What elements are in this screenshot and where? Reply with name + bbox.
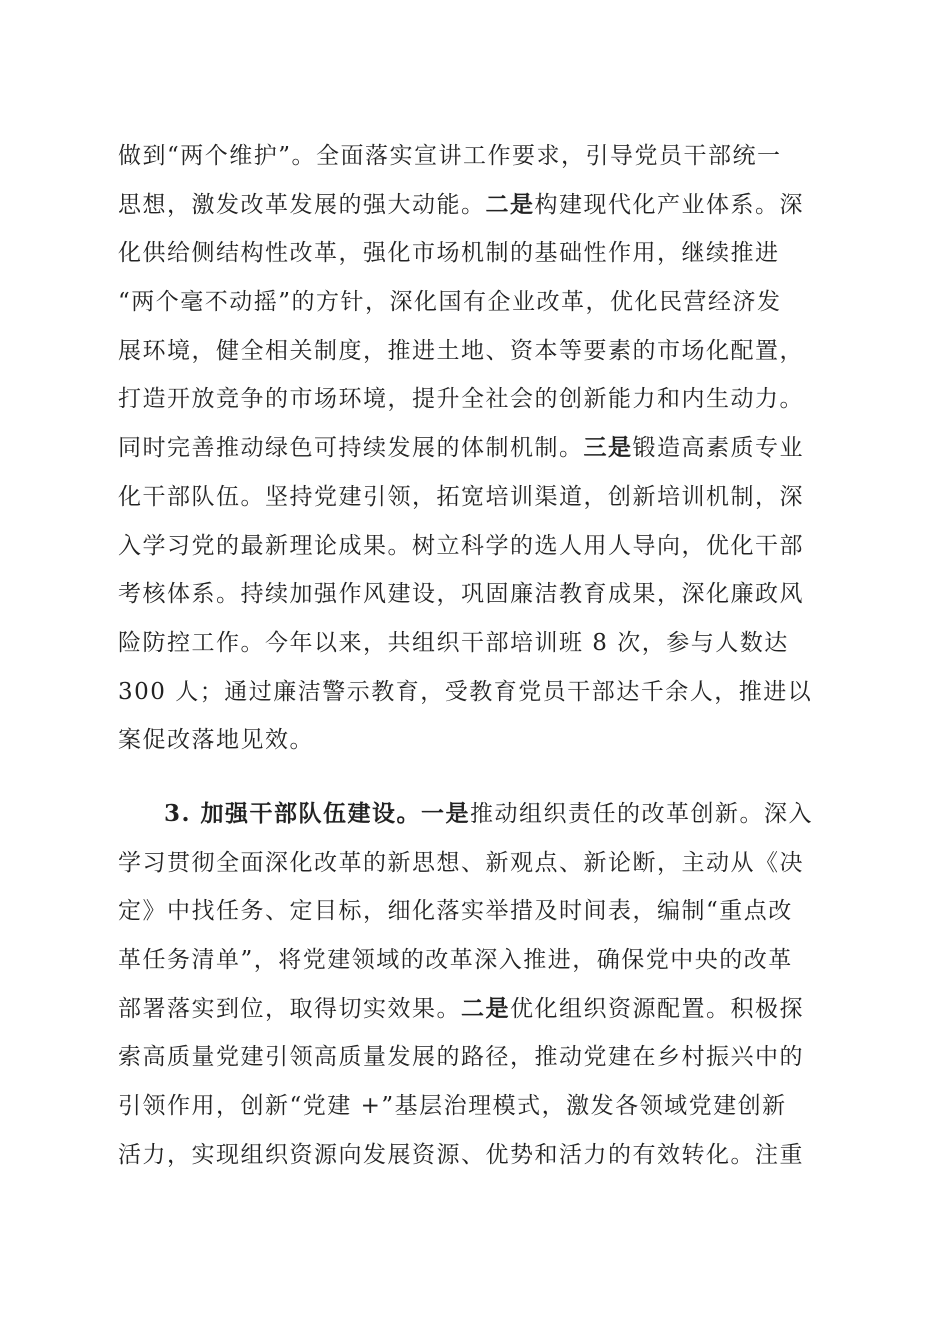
text-line: 引领作用，创新“党建 +”基层治理模式，激发各领域党建创新 bbox=[118, 1093, 787, 1120]
text-line: 案促改落地见效。 bbox=[118, 727, 314, 754]
text-line: 化供给侧结构性改革，强化市场机制的基础性作用，继续推进 bbox=[118, 240, 780, 267]
text-line: 革任务清单”，将党建领域的改革深入推进，确保党中央的改革 bbox=[118, 947, 793, 974]
text-line: 学习贯彻全面深化改革的新思想、新观点、新论断，主动从《决 bbox=[118, 849, 804, 876]
paragraph-continued bbox=[118, 132, 818, 765]
text-line: 险防控工作。今年以来，共组织干部培训班 8 次，参与人数达 bbox=[118, 629, 789, 656]
text-line: 展环境，健全相关制度，推进土地、资本等要素的市场化配置， bbox=[118, 337, 804, 364]
text-line: 索高质量党建引领高质量发展的路径，推动党建在乡村振兴中的 bbox=[118, 1044, 804, 1071]
text-line: 300 人；通过廉洁警示教育，受教育党员干部达千余人，推进以 bbox=[118, 678, 813, 705]
text-line: 部署落实到位，取得切实效果。二是优化组织资源配置。积极探 bbox=[118, 994, 804, 1022]
text-line: 打造开放竞争的市场环境，提升全社会的创新能力和内生动力。 bbox=[118, 386, 804, 413]
text-line: 3. 加强干部队伍建设。一是推动组织责任的改革创新。深入 bbox=[164, 800, 814, 827]
text-line: 思想，激发改革发展的强大动能。二是构建现代化产业体系。深 bbox=[118, 190, 804, 218]
text-line: 同时完善推动绿色可持续发展的体制机制。三是锻造高素质专业 bbox=[118, 434, 804, 462]
text-line: 定》中找任务、定目标，细化落实举措及时间表，编制“重点改 bbox=[118, 898, 793, 925]
text-line: 做到“两个维护”。全面落实宣讲工作要求，引导党员干部统一 bbox=[118, 143, 782, 169]
text-line: 化干部队伍。坚持党建引领，拓宽培训渠道，创新培训机制，深 bbox=[118, 483, 804, 510]
text-line: 活力，实现组织资源向发展资源、优势和活力的有效转化。注重 bbox=[118, 1141, 804, 1168]
paragraph-section-3 bbox=[118, 790, 818, 1180]
text-line: “两个毫不动摇”的方针，深化国有企业改革，优化民营经济发 bbox=[118, 289, 782, 316]
text-line: 入学习党的最新理论成果。树立科学的选人用人导向，优化干部 bbox=[118, 532, 804, 559]
text-line: 考核体系。持续加强作风建设，巩固廉洁教育成果，深化廉政风 bbox=[118, 581, 804, 608]
